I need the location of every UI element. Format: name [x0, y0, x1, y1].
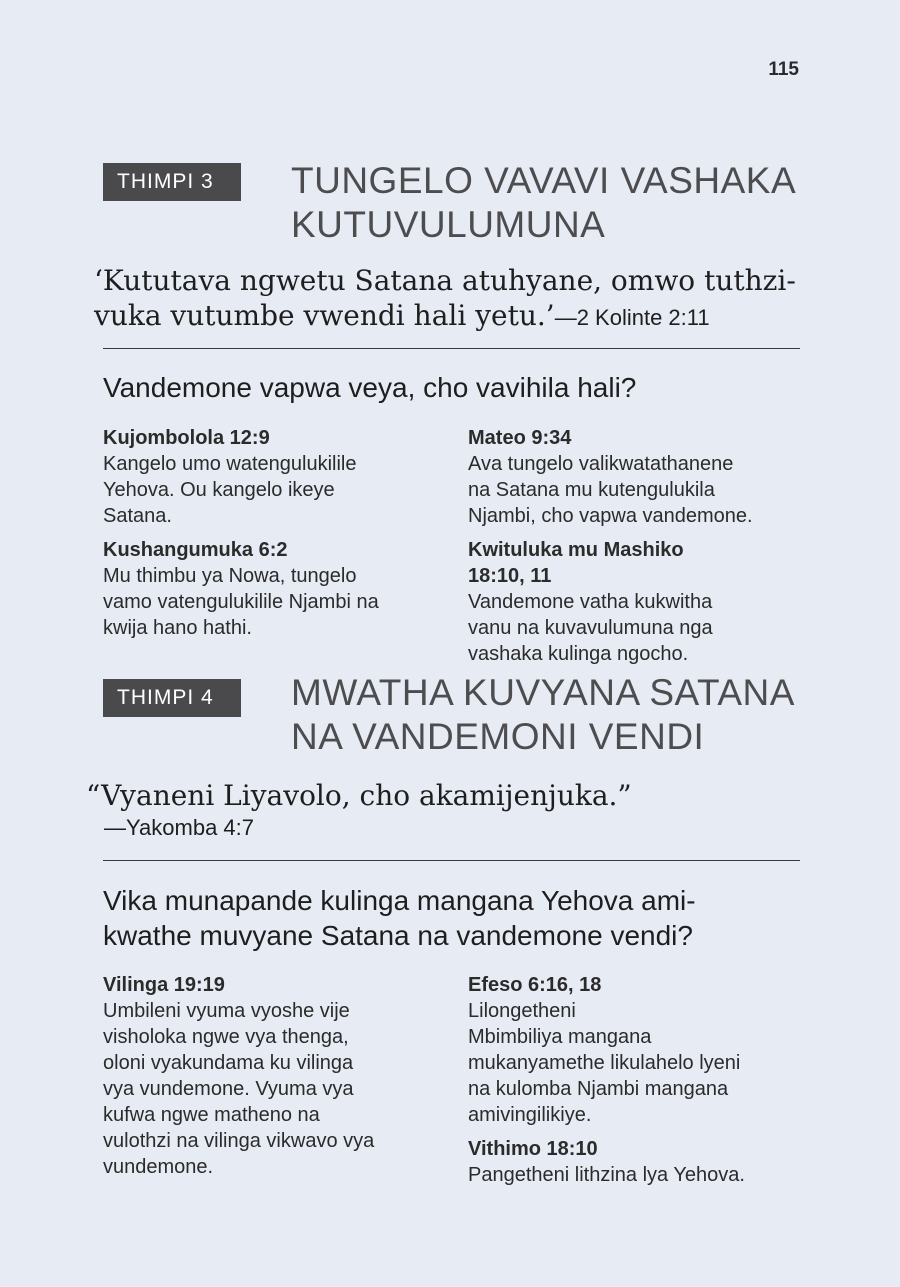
section3-quote	[94, 263, 814, 335]
scripture-ref: Efeso 6:16, 18	[468, 974, 602, 996]
scripture-text: Kangelo umo watengulukilile Yehova. Ou kangelo ikeye Satana.	[103, 453, 357, 527]
scripture-ref: Vilinga 19:19	[103, 974, 225, 996]
scripture-text: Umbileni vyuma vyoshe vije visholoka ngwe vya thenga, oloni vyakundama ku vilinga vya vundemone. Vyuma vya kufwa ngwe matheno na vulothzi na vilinga vikwavo vya vundemone.	[103, 1000, 375, 1178]
section3-label: THIMPI 3	[103, 163, 241, 201]
section3-quote-line2: vuka vutumbe vwendi hali yetu.’—2 Kolinte 2:11	[94, 299, 710, 332]
scripture-text: Pangetheni lithzina lya Yehova.	[468, 1164, 745, 1186]
section4-heading	[291, 671, 811, 759]
section4-heading-line2: NA VANDEMONI VENDI	[291, 716, 705, 757]
scripture-ref: Kushangumuka 6:2	[103, 539, 288, 561]
scripture-text: Mu thimbu ya Nowa, tungelo vamo vatengulukilile Njambi na kwija hano hathi.	[103, 565, 379, 639]
scripture-text: Ava tungelo valikwatathanene na Satana mu kutengulukila Njambi, cho vapwa vandemone.	[468, 453, 753, 527]
section3-right-column	[468, 425, 798, 675]
scripture-text: Vandemone vatha kukwitha vanu na kuvavulumuna nga vashaka kulinga ngocho.	[468, 591, 713, 665]
scripture-ref: Kwituluka mu Mashiko 18:10, 11	[468, 539, 684, 587]
section3-heading-line1: TUNGELO VAVAVI VASHAKA	[291, 160, 797, 201]
section4-label: THIMPI 4	[103, 679, 241, 717]
section4-heading-line1: MWATHA KUVYANA SATANA	[291, 672, 795, 713]
section4-divider	[103, 860, 800, 861]
section3-heading	[291, 159, 811, 247]
section3-question: Vandemone vapwa veya, cho vavihila hali?	[103, 372, 637, 403]
section4-left-column	[103, 972, 433, 1188]
section3-quote-line1: ‘Kututava ngwetu Satana atuhyane, omwo tuthzi-	[94, 264, 796, 297]
scripture-text: Lilongetheni Mbimbiliya mangana mukanyamethe likulahelo lyeni na kulomba Njambi mangana amivingilikiye.	[468, 1000, 741, 1126]
scripture-ref: Kujombolola 12:9	[103, 427, 270, 449]
page-number: 115	[768, 59, 799, 80]
section4-quote-line1: “Vyaneni Liyavolo, cho akamijenjuka.”	[86, 779, 632, 812]
scripture-ref: Vithimo 18:10	[468, 1138, 598, 1160]
scripture-ref: Mateo 9:34	[468, 427, 572, 449]
section3-divider	[103, 348, 800, 349]
section3-heading-line2: KUTUVULUMUNA	[291, 204, 606, 245]
section4-quote	[86, 778, 806, 843]
section3-quote-ref: —2 Kolinte 2:11	[554, 305, 710, 330]
section4-quote-ref: —Yakomba 4:7	[104, 815, 255, 840]
section3-left-column	[103, 425, 433, 649]
section4-right-column	[468, 972, 798, 1196]
section4-question: Vika munapande kulinga mangana Yehova ami- kwathe muvyane Satana na vandemone vendi?	[103, 885, 696, 951]
